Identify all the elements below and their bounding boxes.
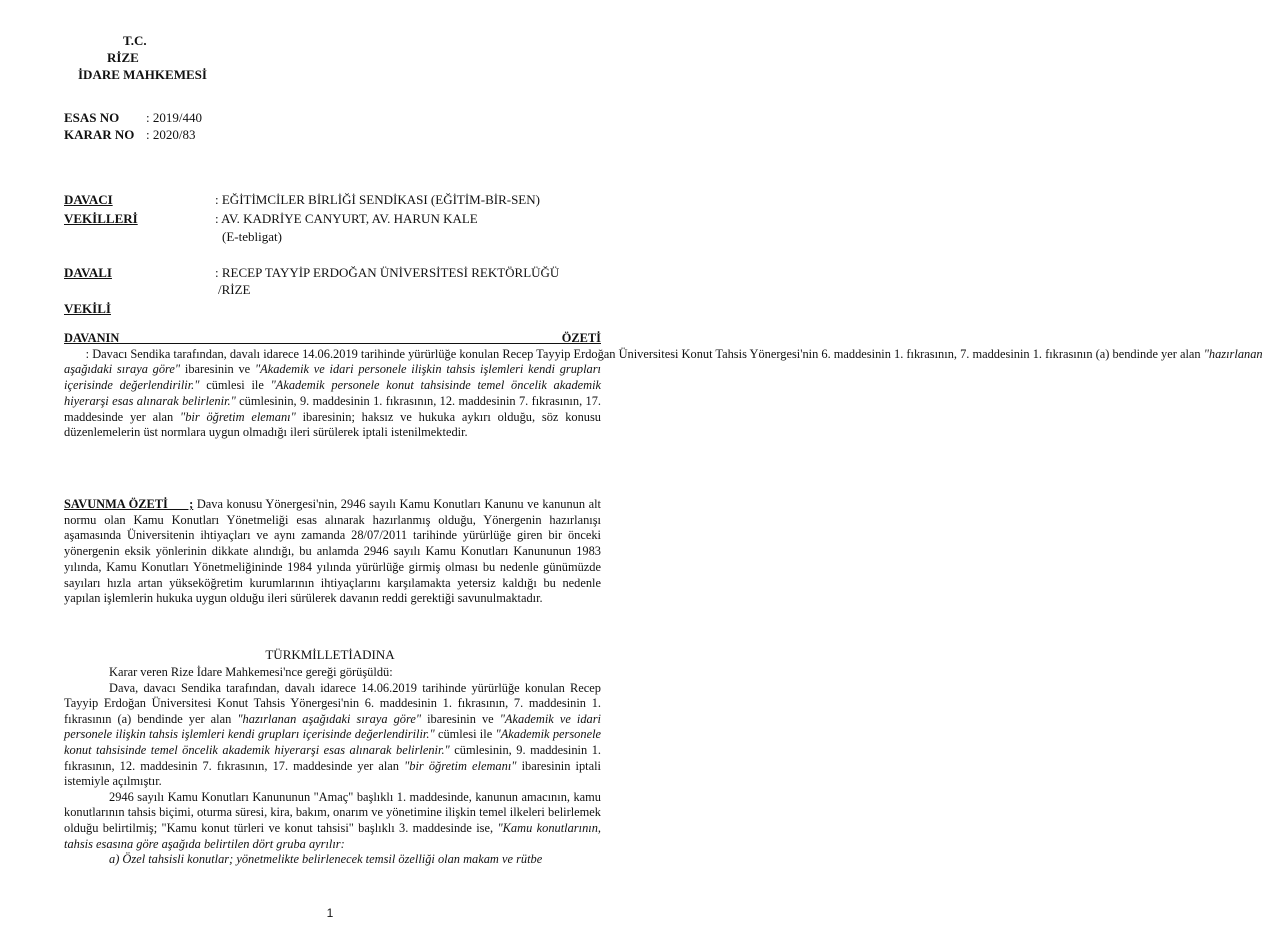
decision-p1-quote-3: "Akademik personele konut tahsisinde temel öncelik akademik hiyerarşi esas alınarak belirlenir." (64, 727, 602, 757)
vekili-label: VEKİLİ (64, 301, 111, 316)
claim-summary-label: DAVANIN ÖZETİ (64, 331, 601, 345)
decision-paragraph-3 (64, 852, 601, 868)
davaci-value: : EĞİTİMCİLER BİRLİĞİ SENDİKASI (EĞİTİM-BİR-SEN) (215, 192, 540, 207)
decision-p1-text-3: cümlesi ile (434, 727, 496, 742)
claim-summary (64, 331, 1263, 441)
decision-p1-text-5: ibaresinin iptali istemiyle açılmıştır. (64, 758, 601, 789)
vekilleri-note: (E-tebligat) (222, 229, 282, 244)
davali-value-city: /RİZE (218, 282, 251, 297)
vekilleri-label: VEKİLLERİ (64, 211, 138, 226)
esas-value: : 2019/440 (146, 110, 202, 125)
defense-summary-text: Dava konusu Yönergesi'nin, 2946 sayılı Kamu Konutları Kanunu ve kanunun alt normu olan Kamu Konutları Yönetmeliği esas alınarak hazırlanmış olduğu, Yönergenin hazırlanışı aşamasında Üniversitenin ihtiyaçları ve aynı zamanda 28/07/2011 tarihinde yürürlüğe giren bir önceki yönergenin eksik yönlerinin dikkate alındığı, bu anlamda 2946 sayılı Kamu Konutları Kanununun 1983 yılında, Kamu Konutları Yönetmeliğininde 1984 yılında yürürlüğe girmiş olması bu nedenle günümüzde sayıları hızla artan yükseköğretim kurumlarının ihtiyaçlarını karşılamakta yetersiz kaldığı bu nedenle yapılan işlemlerin hukuka uygun olduğu ileri sürülerek davanın reddi gerektiği savunulmaktadır. (64, 497, 602, 606)
decision-p2-quote-1: "Kamu konutlarının, tahsis esasına göre aşağıda belirtilen dört gruba ayrılır: (64, 820, 601, 851)
vekilleri-value: : AV. KADRİYE CANYURT, AV. HARUN KALE (215, 211, 478, 226)
claim-text-1: : Davacı Sendika tarafından, davalı idarece 14.06.2019 tarihinde yürürlüğe konulan Recep Tayyip Erdoğan Üniversitesi Konut Tahsis Yönergesi'nin 6. maddesinin 1. fıkrasının, 7. maddesinin 1. fıkrasının (a) bendinde yer alan (64, 346, 1204, 361)
decision-p3-text: a) Özel tahsisli konutlar; yönetmelikte belirlenecek temsil özelliği olan makam ve rütbe (109, 852, 543, 867)
davali-label: DAVALI (64, 265, 112, 280)
header-tc: T.C. (123, 33, 147, 48)
defense-summary (64, 497, 601, 607)
decision-p2-text-1: 2946 sayılı Kamu Konutları Kanununun "Amaç" başlıklı 1. maddesinde, kanunun amacının, kamu konutlarının tahsis biçimi, oturma süresi, kira, bakım, onarım ve yönetimine ilişkin temel ilkeleri belirlemek olduğu belirtilmiş; "Kamu konut türleri ve konut tahsisi" başlıklı 3. maddesinde ise, (64, 789, 601, 835)
decision-p1-text-4: cümlesinin, 9. maddesinin 1. fıkrasının, 12. maddesinin 7. fıkrasının, 17. maddesinde yer alan (64, 742, 601, 773)
claim-text-2: ibaresinin ve (180, 362, 255, 377)
claim-quote-1: "hazırlanan aşağıdaki sıraya göre" (64, 346, 1263, 377)
decision-intro: Karar veren Rize İdare Mahkemesi'nce gereği görüşüldü: (109, 665, 393, 679)
claim-text-5: ibaresinin; haksız ve hukuka aykırı olduğu, söz konusu düzenlemelerin üst normlara uygun olmadığı ileri sürülerek iptali istenilmektedir. (64, 409, 601, 440)
decision-paragraph-1 (64, 681, 601, 790)
claim-quote-2: "Akademik ve idari personele ilişkin tahsis işlemleri kendi grupları içerisinde değerlendirilir." (64, 362, 602, 393)
defense-summary-label: SAVUNMA ÖZETİ ; (64, 497, 194, 511)
claim-quote-3: "Akademik personele konut tahsisinde temel öncelik akademik hiyerarşi esas alınarak belirlenir." (64, 378, 602, 408)
karar-value: : 2020/83 (146, 127, 196, 142)
davaci-label: DAVACI (64, 192, 113, 207)
claim-text-4: cümlesinin, 9. maddesinin 1. fıkrasının, 12. maddesinin 7. fıkrasının, 17. maddesinde yer alan (64, 393, 601, 424)
claim-text-3: cümlesi ile (199, 378, 271, 393)
page-number: 1 (326, 906, 334, 920)
decision-p1-quote-2: "Akademik ve idari personele ilişkin tahsis işlemleri kendi grupları içerisinde değerlendirilir." (64, 711, 601, 742)
header-court-name: İDARE MAHKEMESİ (78, 67, 207, 82)
decision-p1-quote-1: "hazırlanan aşağıdaki sıraya göre" (237, 711, 422, 726)
court-header (0, 32, 330, 83)
esas-label: ESAS NO (64, 110, 120, 125)
davali-value: : RECEP TAYYİP ERDOĞAN ÜNİVERSİTESİ REKTÖRLÜĞÜ (215, 265, 560, 280)
decision-paragraph-2 (64, 790, 601, 852)
decision-p1-text-2: ibaresinin ve (421, 711, 500, 726)
claim-quote-4: "bir öğretim elemanı" (180, 409, 296, 424)
karar-label: KARAR NO (64, 127, 135, 142)
decision-p1-quote-4: "bir öğretim elemanı" (404, 758, 517, 773)
decision-body (64, 665, 601, 868)
decision-heading: TÜRKMİLLETİADINA (265, 647, 395, 662)
header-city: RİZE (107, 50, 139, 65)
decision-p1-text-1: Dava, davacı Sendika tarafından, davalı idarece 14.06.2019 tarihinde yürürlüğe konulan Recep Tayyip Erdoğan Üniversitesi Konut Tahsis Yönergesi'nin 6. maddesinin 1. fıkrasının, 7. maddesinin 1. fıkrasının (a) bendinde yer alan (64, 680, 601, 726)
